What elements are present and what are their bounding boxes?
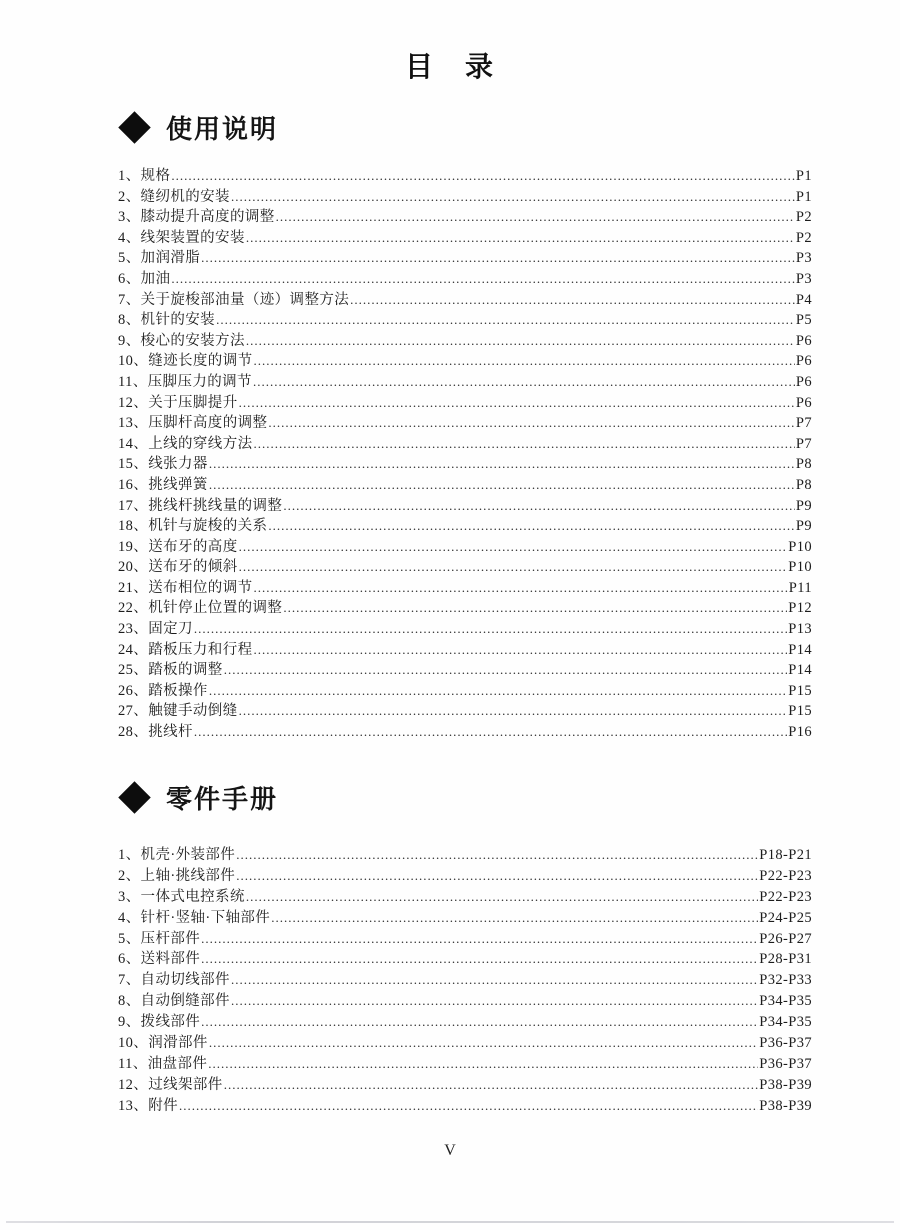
toc-entry-label: 3、一体式电控系统 xyxy=(118,888,245,905)
dot-leader xyxy=(231,189,795,205)
toc-row xyxy=(118,514,812,535)
dot-leader xyxy=(208,1056,758,1072)
toc-entry-label: 7、关于旋梭部油量（迹）调整方法 xyxy=(118,291,350,308)
toc-row xyxy=(118,452,812,473)
toc-entry-label: 8、机针的安装 xyxy=(118,312,216,329)
toc-entry-page: P5 xyxy=(795,312,812,329)
toc-entry-page: P1 xyxy=(795,168,812,184)
toc-row xyxy=(118,185,812,206)
toc-entry-label: 11、油盘部件 xyxy=(118,1055,208,1072)
toc-entry-label: 10、缝迹长度的调节 xyxy=(118,353,253,370)
toc-entry-page: P6 xyxy=(795,332,812,349)
dot-leader xyxy=(231,972,758,988)
toc-row xyxy=(118,1052,812,1073)
toc-entry-label: 27、触键手动倒缝 xyxy=(118,703,238,720)
dot-leader xyxy=(246,230,795,246)
dot-leader xyxy=(283,600,787,616)
toc-row xyxy=(118,699,812,720)
toc-entry-label: 6、加油 xyxy=(118,270,171,287)
toc-row xyxy=(118,906,812,927)
toc-entry-label: 15、线张力器 xyxy=(118,456,208,473)
toc-entry-page: P36-P37 xyxy=(759,1035,812,1052)
dot-leader xyxy=(224,662,788,678)
dot-leader xyxy=(194,621,787,637)
toc-row xyxy=(118,576,812,597)
dot-leader xyxy=(246,889,758,905)
toc-entry-label: 25、踏板的调整 xyxy=(118,662,223,679)
toc-row xyxy=(118,349,812,370)
toc-row xyxy=(118,1073,812,1094)
dot-leader xyxy=(253,374,795,390)
dot-leader xyxy=(236,868,758,884)
toc-entry-label: 22、机针停止位置的调整 xyxy=(118,600,283,617)
toc-entry-label: 11、压脚压力的调节 xyxy=(118,373,252,390)
toc-entry-label: 10、润滑部件 xyxy=(118,1035,208,1052)
toc-entry-label: 24、踏板压力和行程 xyxy=(118,641,253,658)
toc-entry-page: P10 xyxy=(788,559,812,576)
toc-row xyxy=(118,968,812,989)
toc-entry-page: P6 xyxy=(795,353,812,370)
dot-leader xyxy=(283,498,795,514)
toc-entry-page: P6 xyxy=(795,394,812,411)
toc-row xyxy=(118,1010,812,1031)
toc-row xyxy=(118,843,812,864)
toc-entry-label: 12、关于压脚提升 xyxy=(118,394,238,411)
diamond-icon xyxy=(118,781,151,814)
toc-entry-page: P28-P31 xyxy=(759,951,812,968)
dot-leader xyxy=(209,456,795,472)
toc-entry-label: 13、附件 xyxy=(118,1097,178,1114)
toc-entry-label: 1、机壳·外装部件 xyxy=(118,847,236,863)
page-title: 目 录 xyxy=(404,52,495,83)
dot-leader xyxy=(271,910,758,926)
toc-row xyxy=(118,947,812,968)
toc-entry-label: 7、自动切线部件 xyxy=(118,972,230,989)
toc-entry-label: 20、送布牙的倾斜 xyxy=(118,559,238,576)
toc-row xyxy=(118,617,812,638)
toc-entry-page: P16 xyxy=(788,724,812,741)
toc-entry-label: 4、针杆·竖轴·下轴部件 xyxy=(118,909,271,926)
dot-leader xyxy=(209,1035,758,1051)
toc-row xyxy=(118,246,812,267)
toc-row xyxy=(118,864,812,885)
toc-entry-page: P9 xyxy=(795,497,812,514)
toc-entry-label: 18、机针与旋梭的关系 xyxy=(118,518,268,535)
toc-row xyxy=(118,205,812,226)
toc-entry-page: P10 xyxy=(788,538,812,555)
toc-entry-label: 1、规格 xyxy=(118,168,171,184)
dot-leader xyxy=(209,683,787,699)
toc-row xyxy=(118,329,812,350)
toc-row xyxy=(118,288,812,309)
toc-row xyxy=(118,267,812,288)
toc-entry-page: P1 xyxy=(795,188,812,205)
toc-entry-page: P24-P25 xyxy=(759,909,812,926)
toc-entry-label: 14、上线的穿线方法 xyxy=(118,435,253,452)
dot-leader xyxy=(201,931,758,947)
dot-leader xyxy=(239,703,788,719)
section-usage-header xyxy=(118,108,278,146)
dot-leader xyxy=(268,518,794,534)
toc-entry-label: 4、线架装置的安装 xyxy=(118,229,245,246)
toc-row xyxy=(118,164,812,185)
toc-entry-label: 2、上轴·挑线部件 xyxy=(118,867,236,884)
toc-entry-page: P6 xyxy=(795,373,812,390)
dot-leader xyxy=(201,1014,758,1030)
toc-entry-page: P2 xyxy=(795,229,812,246)
toc-entry-label: 21、送布相位的调节 xyxy=(118,579,253,596)
parts-toc-list xyxy=(118,843,812,1115)
dot-leader xyxy=(171,168,795,184)
toc-row xyxy=(118,638,812,659)
toc-entry-page: P15 xyxy=(788,703,812,720)
dot-leader xyxy=(236,847,758,863)
toc-entry-page: P38-P39 xyxy=(759,1076,812,1093)
dot-leader xyxy=(254,353,795,369)
toc-entry-page: P22-P23 xyxy=(759,888,812,905)
section-parts-title: 零件手册 xyxy=(166,784,279,814)
toc-entry-page: P22-P23 xyxy=(759,867,812,884)
toc-entry-label: 9、拨线部件 xyxy=(118,1014,201,1031)
toc-entry-page: P38-P39 xyxy=(759,1097,812,1114)
dot-leader xyxy=(254,580,788,596)
toc-entry-page: P3 xyxy=(795,250,812,267)
toc-row xyxy=(118,535,812,556)
toc-row xyxy=(118,720,812,741)
toc-row xyxy=(118,370,812,391)
section-parts-header xyxy=(118,778,278,816)
toc-entry-page: P7 xyxy=(795,415,812,432)
dot-leader xyxy=(246,333,795,349)
toc-entry-label: 2、缝纫机的安装 xyxy=(118,188,230,205)
toc-entry-page: P36-P37 xyxy=(759,1055,812,1072)
usage-toc-list xyxy=(118,164,812,741)
toc-entry-page: P7 xyxy=(795,435,812,452)
toc-entry-page: P8 xyxy=(795,476,812,493)
toc-row xyxy=(118,308,812,329)
toc-entry-page: P18-P21 xyxy=(759,847,812,863)
dot-leader xyxy=(171,271,795,287)
toc-entry-label: 3、膝动提升高度的调整 xyxy=(118,209,275,226)
toc-row xyxy=(118,226,812,247)
toc-entry-label: 28、挑线杆 xyxy=(118,724,193,741)
dot-leader xyxy=(209,477,795,493)
toc-row xyxy=(118,658,812,679)
toc-entry-page: P13 xyxy=(788,621,812,638)
toc-entry-label: 5、压杆部件 xyxy=(118,930,201,947)
toc-entry-label: 8、自动倒缝部件 xyxy=(118,993,230,1010)
dot-leader xyxy=(194,724,787,740)
dot-leader xyxy=(201,250,795,266)
toc-entry-label: 26、踏板操作 xyxy=(118,682,208,699)
toc-entry-label: 16、挑线弹簧 xyxy=(118,476,208,493)
toc-entry-label: 23、固定刀 xyxy=(118,621,193,638)
dot-leader xyxy=(201,951,758,967)
toc-row xyxy=(118,494,812,515)
toc-entry-label: 9、梭心的安装方法 xyxy=(118,332,245,349)
toc-entry-page: P34-P35 xyxy=(759,1014,812,1031)
toc-entry-page: P8 xyxy=(795,456,812,473)
scan-bottom-edge xyxy=(6,1221,894,1223)
toc-row xyxy=(118,473,812,494)
dot-leader xyxy=(254,436,795,452)
toc-entry-page: P34-P35 xyxy=(759,993,812,1010)
toc-row xyxy=(118,411,812,432)
toc-entry-label: 17、挑线杆挑线量的调整 xyxy=(118,497,283,514)
toc-entry-label: 5、加润滑脂 xyxy=(118,250,201,267)
dot-leader xyxy=(179,1098,758,1114)
toc-row xyxy=(118,989,812,1010)
toc-entry-label: 19、送布牙的高度 xyxy=(118,538,238,555)
toc-row xyxy=(118,391,812,412)
dot-leader xyxy=(239,395,795,411)
dot-leader xyxy=(224,1077,759,1093)
section-usage-title: 使用说明 xyxy=(166,114,279,144)
toc-entry-page: P2 xyxy=(795,209,812,226)
toc-row xyxy=(118,1094,812,1115)
dot-leader xyxy=(350,292,795,308)
dot-leader xyxy=(231,993,758,1009)
toc-entry-page: P14 xyxy=(788,662,812,679)
footer-page-number: V xyxy=(444,1142,456,1159)
toc-row xyxy=(118,432,812,453)
toc-row xyxy=(118,927,812,948)
toc-entry-page: P15 xyxy=(788,682,812,699)
toc-entry-page: P9 xyxy=(795,518,812,535)
dot-leader xyxy=(239,539,788,555)
toc-entry-page: P4 xyxy=(795,291,812,308)
toc-row xyxy=(118,1031,812,1052)
toc-entry-page: P11 xyxy=(788,579,812,596)
dot-leader xyxy=(276,209,795,225)
toc-entry-page: P14 xyxy=(788,641,812,658)
dot-leader xyxy=(239,559,788,575)
toc-entry-label: 13、压脚杆高度的调整 xyxy=(118,415,268,432)
toc-entry-label: 6、送料部件 xyxy=(118,951,201,968)
toc-entry-page: P12 xyxy=(788,600,812,617)
toc-row xyxy=(118,885,812,906)
toc-entry-page: P26-P27 xyxy=(759,930,812,947)
toc-entry-page: P3 xyxy=(795,270,812,287)
dot-leader xyxy=(268,415,794,431)
dot-leader xyxy=(216,312,795,328)
toc-entry-label: 12、过线架部件 xyxy=(118,1076,223,1093)
diamond-icon xyxy=(118,111,151,144)
toc-row xyxy=(118,555,812,576)
toc-row xyxy=(118,679,812,700)
toc-row xyxy=(118,596,812,617)
toc-entry-page: P32-P33 xyxy=(759,972,812,989)
dot-leader xyxy=(254,642,788,658)
